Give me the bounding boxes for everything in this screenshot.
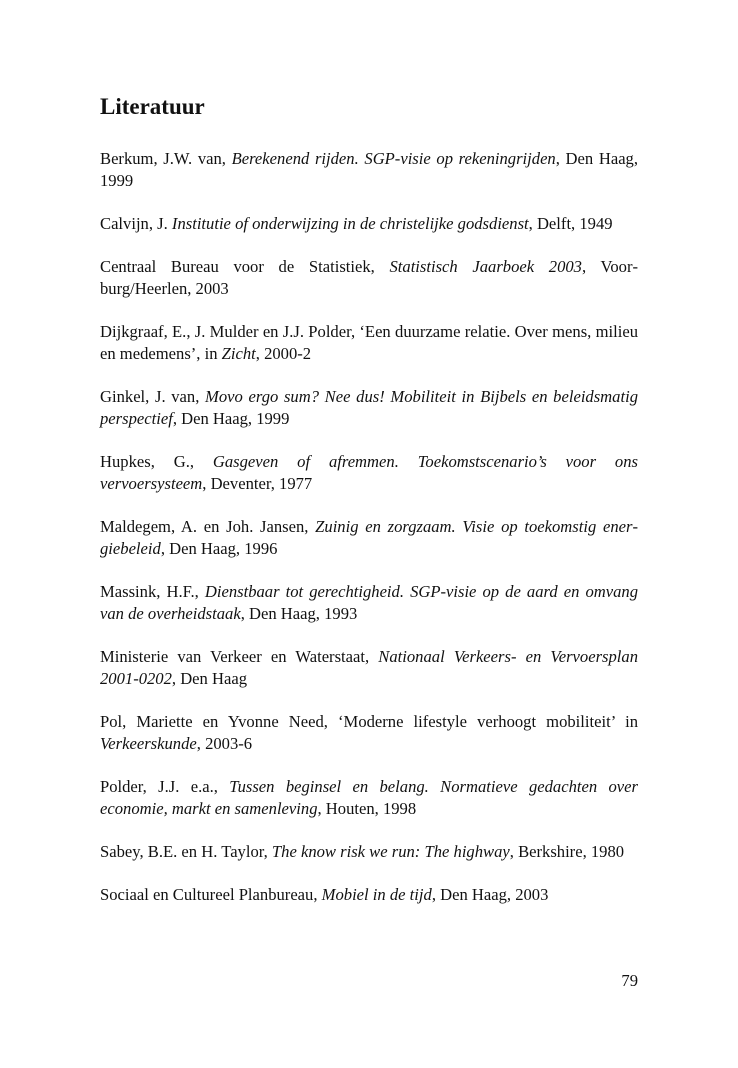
reference-title: Nationaal Verkeers- en Vervoersplan 2001-0202 — [100, 647, 638, 688]
reference-item — [100, 321, 638, 365]
reference-title: Statistisch Jaarboek 2003 — [389, 257, 582, 276]
reference-authors: Massink, H.F., — [100, 582, 205, 601]
reference-title: Tussen beginsel en belang. Normatieve gedachten over economie, markt en samenleving — [100, 777, 638, 818]
reference-title: Berekenend rijden. SGP-visie op rekeningrijden — [231, 149, 556, 168]
reference-authors: Berkum, J.W. van, — [100, 149, 232, 168]
reference-title: Zicht — [221, 344, 256, 363]
reference-item — [100, 776, 638, 820]
reference-authors: Ginkel, J. van, — [100, 387, 206, 406]
reference-publication: , Houten, 1998 — [317, 799, 417, 818]
reference-publication: , Voorburg/Heerlen, 2003 — [100, 257, 638, 298]
reference-publication: , Den Haag, 1993 — [240, 604, 358, 623]
reference-publication: , Delft, 1949 — [528, 214, 613, 233]
reference-item — [100, 213, 638, 235]
reference-authors: Centraal Bureau voor de Statistiek, — [100, 257, 390, 276]
reference-publication: , 2000-2 — [255, 344, 312, 363]
reference-authors: Calvijn, J. — [100, 214, 172, 233]
reference-publication: , Den Haag, 1996 — [160, 539, 278, 558]
reference-title: Verkeerskunde — [100, 734, 197, 753]
reference-item — [100, 148, 638, 192]
reference-publication: , Berkshire, 1980 — [509, 842, 625, 861]
reference-publication: , 2003-6 — [196, 734, 253, 753]
document-page — [100, 92, 638, 927]
reference-title: Mobiel in de tijd — [321, 885, 432, 904]
reference-title: Dienstbaar tot gerechtigheid. SGP-visie op de aard en omvang van de overheidstaak — [100, 582, 638, 623]
reference-item — [100, 581, 638, 625]
reference-publication: , Den Haag, 1999 — [172, 409, 290, 428]
reference-authors: Ministerie van Verkeer en Waterstaat, — [100, 647, 379, 666]
reference-title: The know risk we run: The highway — [271, 842, 510, 861]
reference-authors: Maldegem, A. en Joh. Jansen, — [100, 517, 316, 536]
reference-publication: , Den Haag, 1999 — [100, 149, 639, 190]
reference-item — [100, 451, 638, 495]
reference-publication: , Den Haag — [171, 669, 248, 688]
page-number: 79 — [621, 971, 638, 990]
reference-item — [100, 386, 638, 430]
reference-authors: Hupkes, G., — [100, 452, 213, 471]
reference-authors: Sabey, B.E. en H. Taylor, — [100, 842, 272, 861]
reference-title: Movo ergo sum? Nee dus! Mobiliteit in Bijbels en beleidsmatig perspectief — [100, 387, 638, 428]
reference-authors: Polder, J.J. e.a., — [100, 777, 230, 796]
reference-item — [100, 711, 638, 755]
reference-item — [100, 884, 638, 906]
section-heading: Literatuur — [100, 94, 205, 119]
reference-title: Zuinig en zorgzaam. Visie op toekomstig energiebeleid — [100, 517, 638, 558]
reference-list — [100, 148, 638, 906]
reference-item — [100, 841, 638, 863]
reference-title: Institutie of onderwijzing in de christelijke godsdienst — [171, 214, 529, 233]
reference-publication: , Deventer, 1977 — [202, 474, 313, 493]
reference-publication: , Den Haag, 2003 — [431, 885, 549, 904]
reference-title: Gasgeven of afremmen. Toekomstscenario’s voor ons vervoersysteem — [100, 452, 638, 493]
reference-item — [100, 646, 638, 690]
reference-authors: Dijkgraaf, E., J. Mulder en J.J. Polder, ‘Een duurzame relatie. Over mens, milieu en medemens’, in — [100, 322, 638, 363]
reference-item — [100, 256, 638, 300]
reference-authors: Sociaal en Cultureel Planbureau, — [100, 885, 322, 904]
reference-item — [100, 516, 638, 560]
reference-authors: Pol, Mariette en Yvonne Need, ‘Moderne lifestyle verhoogt mobiliteit’ in — [100, 712, 638, 731]
